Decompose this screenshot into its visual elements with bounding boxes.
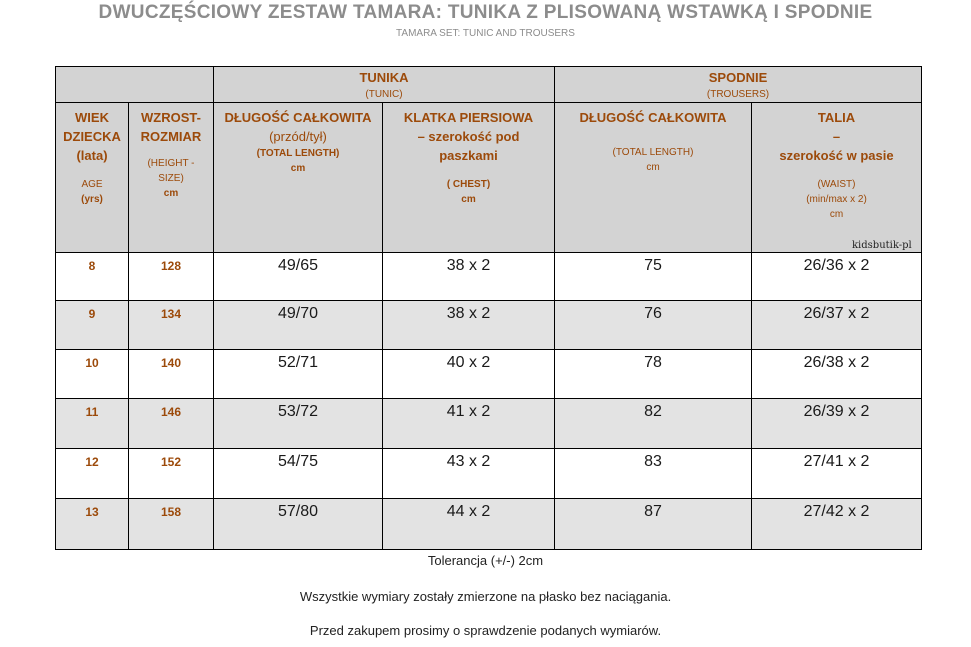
- header-waist-en2: (min/max x 2): [806, 194, 867, 205]
- cell-waist: 26/37 x 2: [752, 301, 922, 350]
- header-chest-l2: – szerokość pod: [417, 129, 520, 144]
- group-header-row: [56, 67, 922, 103]
- header-age-l2: DZIECKA: [63, 129, 121, 144]
- cell-waist: 27/41 x 2: [752, 449, 922, 499]
- header-tunic-length-unit: cm: [290, 163, 306, 174]
- header-height-en1: (HEIGHT -: [147, 158, 195, 169]
- cell-trouser-length: 76: [555, 301, 752, 350]
- cell-trouser-length: 87: [555, 499, 752, 550]
- cell-tunic-length: 54/75: [214, 449, 383, 499]
- table-row: [56, 399, 922, 449]
- cell-height: 152: [129, 449, 214, 499]
- cell-trouser-length: 75: [555, 253, 752, 301]
- header-waist-l1: TALIA: [817, 110, 856, 125]
- header-chest: [383, 103, 555, 253]
- check-note: Przed zakupem prosimy o sprawdzenie podanych wymiarów.: [309, 623, 662, 638]
- cell-tunic-length: 49/70: [214, 301, 383, 350]
- page-subtitle: TAMARA SET: TUNIC AND TROUSERS: [396, 28, 575, 39]
- header-height-l1: WZROST-: [141, 110, 201, 125]
- header-waist-unit: cm: [829, 209, 844, 220]
- header-height-unit: cm: [163, 188, 179, 199]
- header-age-l1: WIEK: [75, 110, 109, 125]
- cell-chest: 44 x 2: [383, 499, 555, 550]
- header-tunic-length-l2: (przód/tył): [269, 129, 327, 144]
- table-row: [56, 253, 922, 301]
- cell-age: 10: [56, 350, 129, 399]
- header-height-en2: SIZE): [158, 173, 184, 184]
- cell-chest: 43 x 2: [383, 449, 555, 499]
- table-row: [56, 499, 922, 550]
- header-height: [129, 103, 214, 253]
- table-row: [56, 449, 922, 499]
- header-chest-l1: KLATKA PIERSIOWA: [403, 110, 534, 125]
- header-tunic-length-l1: DŁUGOŚĆ CAŁKOWITA: [224, 110, 372, 125]
- header-age-l3: (lata): [76, 148, 108, 163]
- header-trouser-length-unit: cm: [646, 162, 660, 173]
- header-height-l2: ROZMIAR: [140, 129, 202, 144]
- cell-waist: 27/42 x 2: [752, 499, 922, 550]
- header-waist: [752, 103, 922, 253]
- cell-chest: 38 x 2: [383, 301, 555, 350]
- header-trouser-length: [555, 103, 752, 253]
- header-waist-l3: szerokość w pasie: [779, 148, 894, 163]
- column-header-row: [56, 103, 922, 253]
- flat-measure-note: Wszystkie wymiary zostały zmierzone na płasko bez naciągania.: [299, 589, 672, 604]
- cell-tunic-length: 57/80: [214, 499, 383, 550]
- cell-waist: 26/36 x 2: [752, 253, 922, 301]
- cell-height: 128: [129, 253, 214, 301]
- header-chest-l3: paszkami: [439, 148, 498, 163]
- cell-waist: 26/39 x 2: [752, 399, 922, 449]
- header-age-en: AGE: [81, 179, 103, 190]
- group-header-blank: [56, 67, 214, 103]
- cell-chest: 41 x 2: [383, 399, 555, 449]
- header-chest-unit: cm: [461, 194, 476, 205]
- cell-height: 140: [129, 350, 214, 399]
- cell-waist: 26/38 x 2: [752, 350, 922, 399]
- size-table: [55, 66, 922, 550]
- cell-height: 146: [129, 399, 214, 449]
- cell-height: 158: [129, 499, 214, 550]
- header-trouser-length-en: (TOTAL LENGTH): [612, 147, 694, 158]
- header-trouser-length-l1: DŁUGOŚĆ CAŁKOWITA: [579, 110, 727, 125]
- cell-trouser-length: 83: [555, 449, 752, 499]
- cell-tunic-length: 49/65: [214, 253, 383, 301]
- cell-trouser-length: 82: [555, 399, 752, 449]
- cell-age: 8: [56, 253, 129, 301]
- cell-height: 134: [129, 301, 214, 350]
- watermark: kidsbutik-pl: [852, 240, 912, 251]
- table-row: [56, 350, 922, 399]
- tolerance-note: Tolerancja (+/-) 2cm: [427, 553, 544, 568]
- cell-age: 11: [56, 399, 129, 449]
- spodnie-sub: (TROUSERS): [706, 89, 770, 100]
- spodnie-label: SPODNIE: [708, 70, 768, 85]
- cell-tunic-length: 52/71: [214, 350, 383, 399]
- tunika-label: TUNIKA: [359, 70, 409, 85]
- header-chest-en: ( CHEST): [446, 179, 491, 190]
- cell-chest: 38 x 2: [383, 253, 555, 301]
- cell-age: 13: [56, 499, 129, 550]
- cell-age: 9: [56, 301, 129, 350]
- cell-trouser-length: 78: [555, 350, 752, 399]
- table-row: [56, 301, 922, 350]
- header-tunic-length-en: (TOTAL LENGTH): [256, 148, 340, 159]
- group-header-spodnie: [555, 67, 922, 103]
- cell-tunic-length: 53/72: [214, 399, 383, 449]
- page-title: DWUCZĘŚCIOWY ZESTAW TAMARA: TUNIKA Z PLISOWANĄ WSTAWKĄ I SPODNIE: [98, 2, 873, 23]
- header-waist-en: (WAIST): [817, 179, 856, 190]
- group-header-tunika: [214, 67, 555, 103]
- tunika-sub: (TUNIC): [365, 89, 403, 100]
- header-waist-l2: –: [832, 129, 841, 144]
- header-age-unit: (yrs): [81, 194, 103, 205]
- header-age: [56, 103, 129, 253]
- cell-chest: 40 x 2: [383, 350, 555, 399]
- cell-age: 12: [56, 449, 129, 499]
- header-tunic-length: [214, 103, 383, 253]
